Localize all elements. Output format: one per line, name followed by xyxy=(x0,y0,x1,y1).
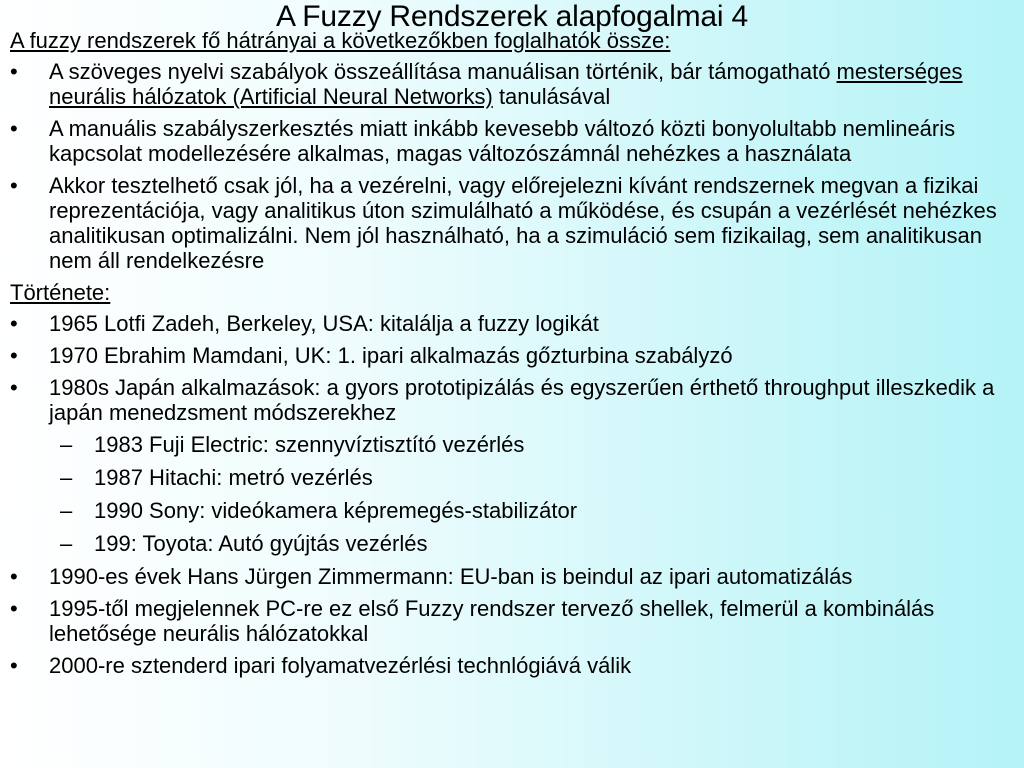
sub-item-text: 1987 Hitachi: metró vezérlés xyxy=(94,465,373,490)
history-heading: Története: xyxy=(10,280,111,305)
bullet-marker: • xyxy=(10,596,18,621)
bullet-marker: • xyxy=(10,564,18,589)
sub-list-item xyxy=(10,531,1020,556)
bullet-marker: • xyxy=(10,375,18,400)
item-text: tanulásával xyxy=(492,84,611,109)
sub-item-text: 199: Toyota: Autó gyújtás vezérlés xyxy=(94,531,428,556)
item-text: A manuális szabályszerkesztés miatt inkább kevesebb változó közti bonyolultabb nemlineáris kapcsolat modellezésére alkalmas, magas változószámnál nehézkes a használata xyxy=(49,116,956,166)
item-text: 1970 Ebrahim Mamdani, UK: 1. ipari alkalmazás gőzturbina szabályzó xyxy=(49,343,733,368)
bullet-marker: • xyxy=(10,59,18,84)
bullet-marker: • xyxy=(10,653,18,678)
bullet-marker: • xyxy=(10,343,18,368)
sub-list-item xyxy=(10,465,1020,490)
item-text: A szöveges nyelvi szabályok összeállítása manuálisan történik, bár támogatható xyxy=(49,59,837,84)
sub-list-item xyxy=(10,498,1020,523)
sub-item-text: 1990 Sony: videókamera képremegés-stabilizátor xyxy=(94,498,578,523)
list-item xyxy=(10,653,1020,678)
item-text: 1965 Lotfi Zadeh, Berkeley, USA: kitalálja a fuzzy logikát xyxy=(49,311,599,336)
list-item xyxy=(10,173,1020,273)
bullet-marker: • xyxy=(10,311,18,336)
disadvantages-heading: A fuzzy rendszerek fő hátrányai a következőkben foglalhatók össze: xyxy=(10,28,671,53)
bullet-marker: • xyxy=(10,116,18,141)
list-item xyxy=(10,375,1020,425)
slide-title: A Fuzzy Rendszerek alapfogalmai 4 xyxy=(276,0,748,33)
japan-applications-sublist xyxy=(10,432,1020,556)
underlined-term: mesterséges neurális hálózatok (Artificial Neural Networks) xyxy=(49,59,963,109)
item-text: 1980s Japán alkalmazások: a gyors prototipizálás és egyszerűen érthető throughput illeszkedik a japán menedzsment módszerekhez xyxy=(49,375,995,425)
bullet-marker: • xyxy=(10,173,18,198)
history-list xyxy=(10,311,1020,425)
list-item xyxy=(10,343,1020,368)
item-text: Akkor tesztelhető csak jól, ha a vezérelni, vagy előrejelezni kívánt rendszernek megvan a fizikai reprezentációja, vagy analitikus úton szimulálható a működése, és csupán a vezérlését nehézkes analitikusan optimalizálni. Nem jól használható, ha a szimuláció sem fizikailag, sem analitikusan nem áll rendelkezésre xyxy=(49,173,997,273)
list-item xyxy=(10,596,1020,646)
list-item xyxy=(10,116,1020,166)
dash-marker: – xyxy=(60,432,73,457)
list-item xyxy=(10,564,1020,589)
item-text: 1995-től megjelennek PC-re ez első Fuzzy rendszer tervező shellek, felmerül a kombinálás lehetősége neurális hálózatokkal xyxy=(49,596,935,646)
dash-marker: – xyxy=(60,531,73,556)
dash-marker: – xyxy=(60,498,73,523)
item-text: 2000-re sztenderd ipari folyamatvezérlési technlógiává válik xyxy=(49,653,632,678)
history-list-continued xyxy=(10,564,1020,678)
slide-body xyxy=(10,28,1020,685)
disadvantages-list xyxy=(10,59,1020,273)
sub-list-item xyxy=(10,432,1020,457)
list-item xyxy=(10,59,1020,109)
dash-marker: – xyxy=(60,465,73,490)
list-item xyxy=(10,311,1020,336)
item-text: 1990-es évek Hans Jürgen Zimmermann: EU-ban is beindul az ipari automatizálás xyxy=(49,564,853,589)
sub-item-text: 1983 Fuji Electric: szennyvíztisztító vezérlés xyxy=(94,432,525,457)
